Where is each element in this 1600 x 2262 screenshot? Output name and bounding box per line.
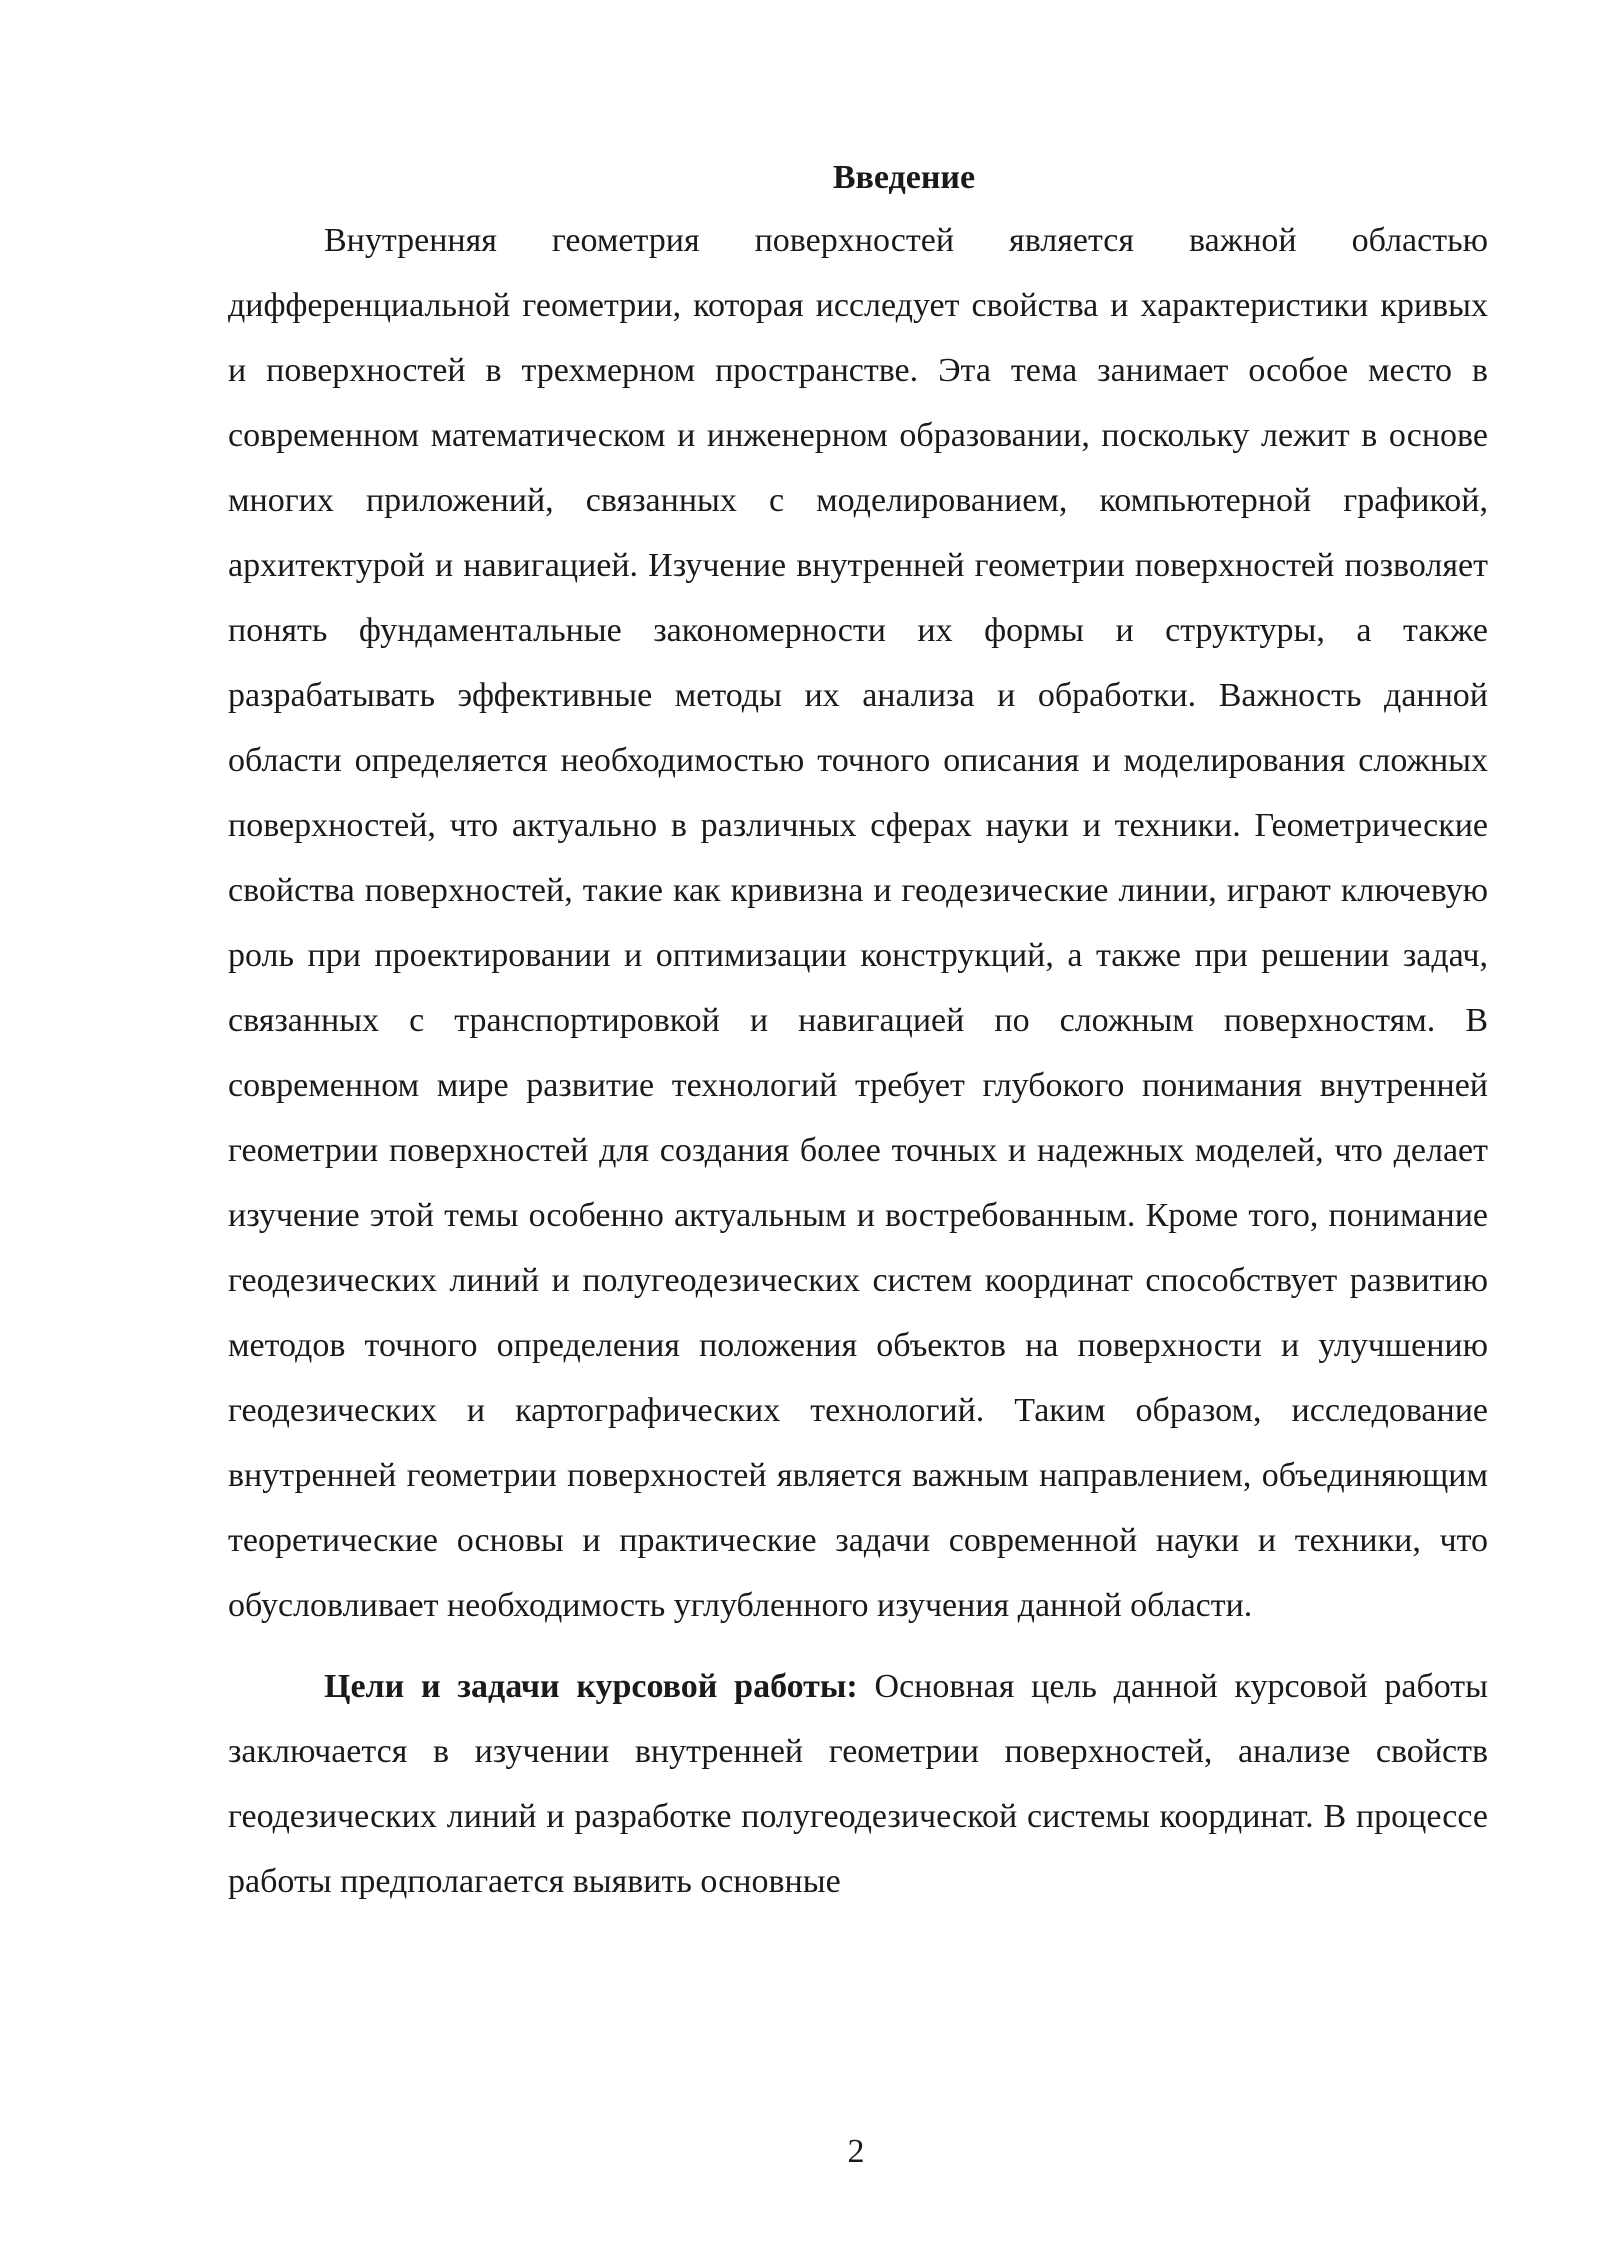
page-number: 2 xyxy=(847,2133,865,2170)
goals-lead: Цели и задачи курсовой работы: xyxy=(324,1668,858,1705)
page-content xyxy=(228,148,1488,1914)
intro-paragraph: Внутренняя геометрия поверхностей является важной областью дифференциальной геометрии, которая исследует свойства и характеристики кривых и поверхностей в трехмерном пространстве. Эта тема занимает особое место в современном математическом и инженерном образовании, поскольку лежит в основе многих приложений, связанных с моделированием, компьютерной графикой, архитектурой и навигацией. Изучение внутренней геометрии поверхностей позволяет понять фундаментальные закономерности их формы и структуры, а также разрабатывать эффективные методы их анализа и обработки. Важность данной области определяется необходимостью точного описания и моделирования сложных поверхностей, что актуально в различных сферах науки и техники. Геометрические свойства поверхностей, такие как кривизна и геодезические линии, играют ключевую роль при проектировании и оптимизации конструкций, а также при решении задач, связанных с транспортировкой и навигацией по сложным поверхностям. В современном мире развитие технологий требует глубокого понимания внутренней геометрии поверхностей для создания более точных и надежных моделей, что делает изучение этой темы особенно актуальным и востребованным. Кроме того, понимание геодезических линий и полугеодезических систем координат способствует развитию методов точного определения положения объектов на поверхности и улучшению геодезических и картографических технологий. Таким образом, исследование внутренней геометрии поверхностей является важным направлением, объединяющим теоретические основы и практические задачи современной науки и техники, что обусловливает необходимость углубленного изучения данной области. xyxy=(228,222,1488,1624)
section-heading: Введение xyxy=(832,159,976,196)
goals-paragraph xyxy=(228,1654,1488,1914)
goals-text: Основная цель данной курсовой работы заключается в изучении внутренней геометрии поверхностей, анализе свойств геодезических линий и разработке полугеодезической системы координат. В процессе работы предполагается выявить основные xyxy=(228,1668,1488,1900)
